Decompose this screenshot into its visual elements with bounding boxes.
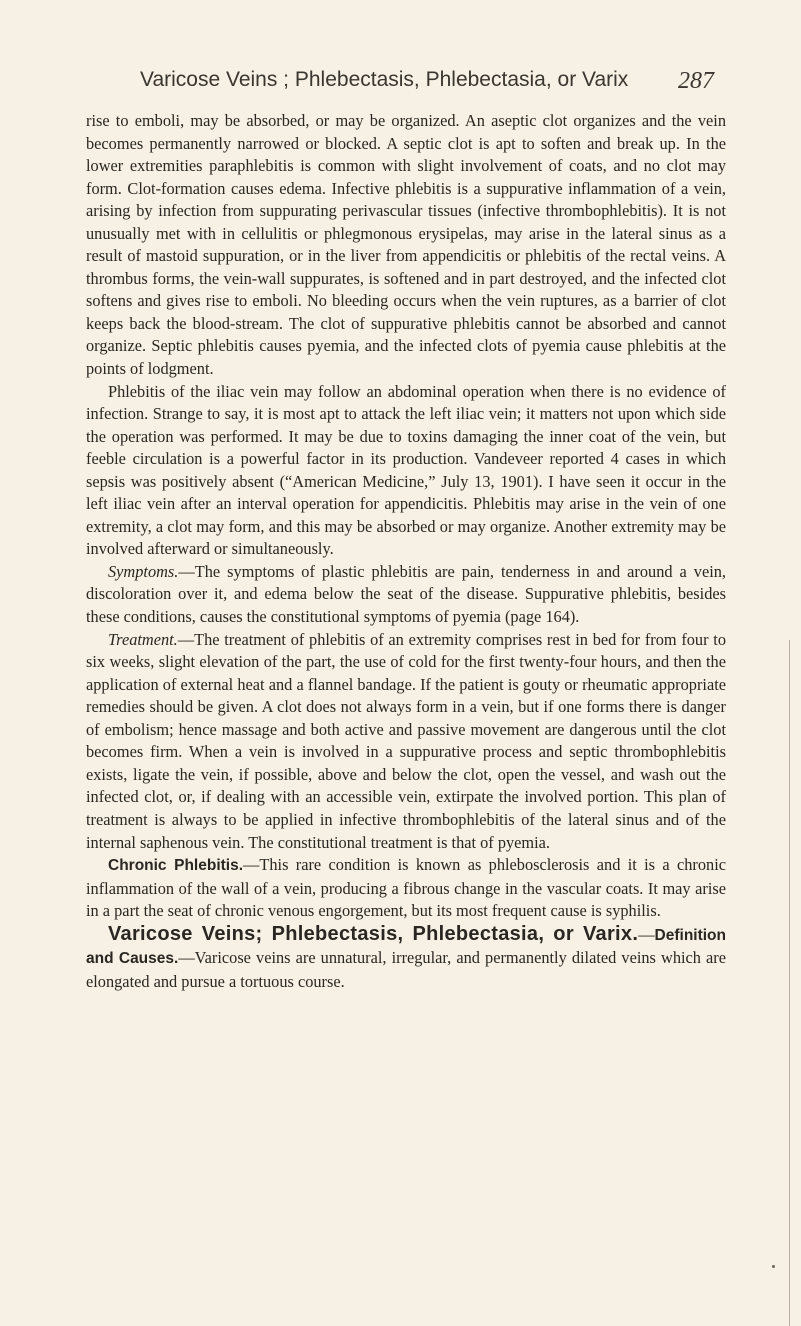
paragraph-symptoms	[86, 561, 726, 629]
page-edge-line	[789, 640, 790, 1326]
running-head	[140, 68, 714, 94]
definition-causes-heading: Definition and Causes.	[86, 926, 726, 968]
body-text	[86, 110, 726, 993]
symptoms-text: —The symptoms of plastic phlebitis are pain, tenderness in and around a vein, discoloration over it, and edema below the seat of the disease. Suppurative phlebitis, besides these conditions, causes the constitutional symptoms of pyemia (page 164).	[86, 561, 726, 627]
paragraph-varicose-veins	[86, 923, 726, 994]
page-speck	[772, 1265, 775, 1268]
paragraph-chronic-phlebitis	[86, 854, 726, 923]
chronic-phlebitis-heading: Chronic Phlebitis.	[108, 857, 244, 875]
paragraph-iliac-phlebitis: Phlebitis of the iliac vein may follow an abdominal operation when there is no evidence of infection. Strange to say, it is most apt to attack the left iliac vein; it matters not upon which side the operation was performed. It may be due to toxins damaging the inner coat of the vein, but feeble circulation is a powerful factor in its production. Vandeveer reported 4 cases in which sepsis was positively absent (“American Medicine,” July 13, 1901). I have seen it occur in the left iliac vein after an interval operation for appendicitis. Phlebitis may arise in the vein of one extremity, a clot may form, and this may be absorbed or may organize. Another extremity may be involved afterward or simultaneously.	[86, 381, 726, 559]
running-title: Varicose Veins ; Phlebectasis, Phlebectasia, or Varix	[140, 68, 629, 91]
varicose-veins-heading: Varicose Veins; Phlebectasis, Phlebectasia, or Varix.	[108, 922, 639, 945]
paragraph-infective-phlebitis: rise to emboli, may be absorbed, or may be organized. An aseptic clot organizes and the vein becomes permanently narrowed or blocked. A septic clot is apt to soften and break up. In the lower extremities paraphlebitis is common with slight involvement of coats, and no clot may form. Clot-formation causes edema. Infective phlebitis is a suppurative inflammation of a vein, arising by infection from suppurating perivascular tissues (infective thrombophlebitis). It is not unusually met with in cellulitis or phlegmonous erysipelas, may arise in the lateral sinus as a result of mastoid suppuration, or in the liver from appendicitis or phlebitis of the rectal veins. A thrombus forms, the vein-wall suppurates, is softened and in part destroyed, and the infected clot softens and gives rise to emboli. No bleeding occurs when the vein ruptures, as a barrier of clot keeps back the blood-stream. The clot of suppurative phlebitis cannot be absorbed and cannot organize. Septic phlebitis causes pyemia, and the infected clots of pyemia cause phlebitis at the points of lodgment.	[86, 111, 726, 379]
page-number: 287	[678, 68, 714, 94]
heading-dash: —	[638, 924, 655, 944]
chronic-phlebitis-text: —This rare condition is known as phlebosclerosis and it is a chronic inflammation of the wall of a vein, producing a fibrous change in the vascular coats. It may arise in a part the seat of chronic venous engorgement, but its most frequent cause is syphilis.	[86, 855, 727, 921]
paragraph-treatment	[86, 629, 726, 854]
varicose-veins-text: —Varicose veins are unnatural, irregular, and permanently dilated veins which are elongated and pursue a tortuous course.	[86, 948, 726, 991]
symptoms-heading: Symptoms.	[108, 561, 179, 581]
treatment-text: —The treatment of phlebitis of an extremity comprises rest in bed for from four to six weeks, slight elevation of the part, the use of cold for the first twenty-four hours, and then the application of external heat and a flannel bandage. If the patient is gouty or rheumatic appropriate remedies should be given. A clot does not always form in a vein, but if one forms there is danger of embolism; hence massage and both active and passive movement are dangerous until the clot becomes firm. When a vein is involved in a suppurative process and septic thrombophlebitis exists, ligate the vein, if possible, above and below the clot, open the vessel, and wash out the infected clot, or, if dealing with an accessible vein, extirpate the involved portion. This plan of treatment is always to be applied in infective thrombophlebitis of the lateral sinus and of the internal saphenous vein. The constitutional treatment is that of pyemia.	[86, 629, 726, 852]
treatment-heading: Treatment.	[108, 629, 178, 649]
